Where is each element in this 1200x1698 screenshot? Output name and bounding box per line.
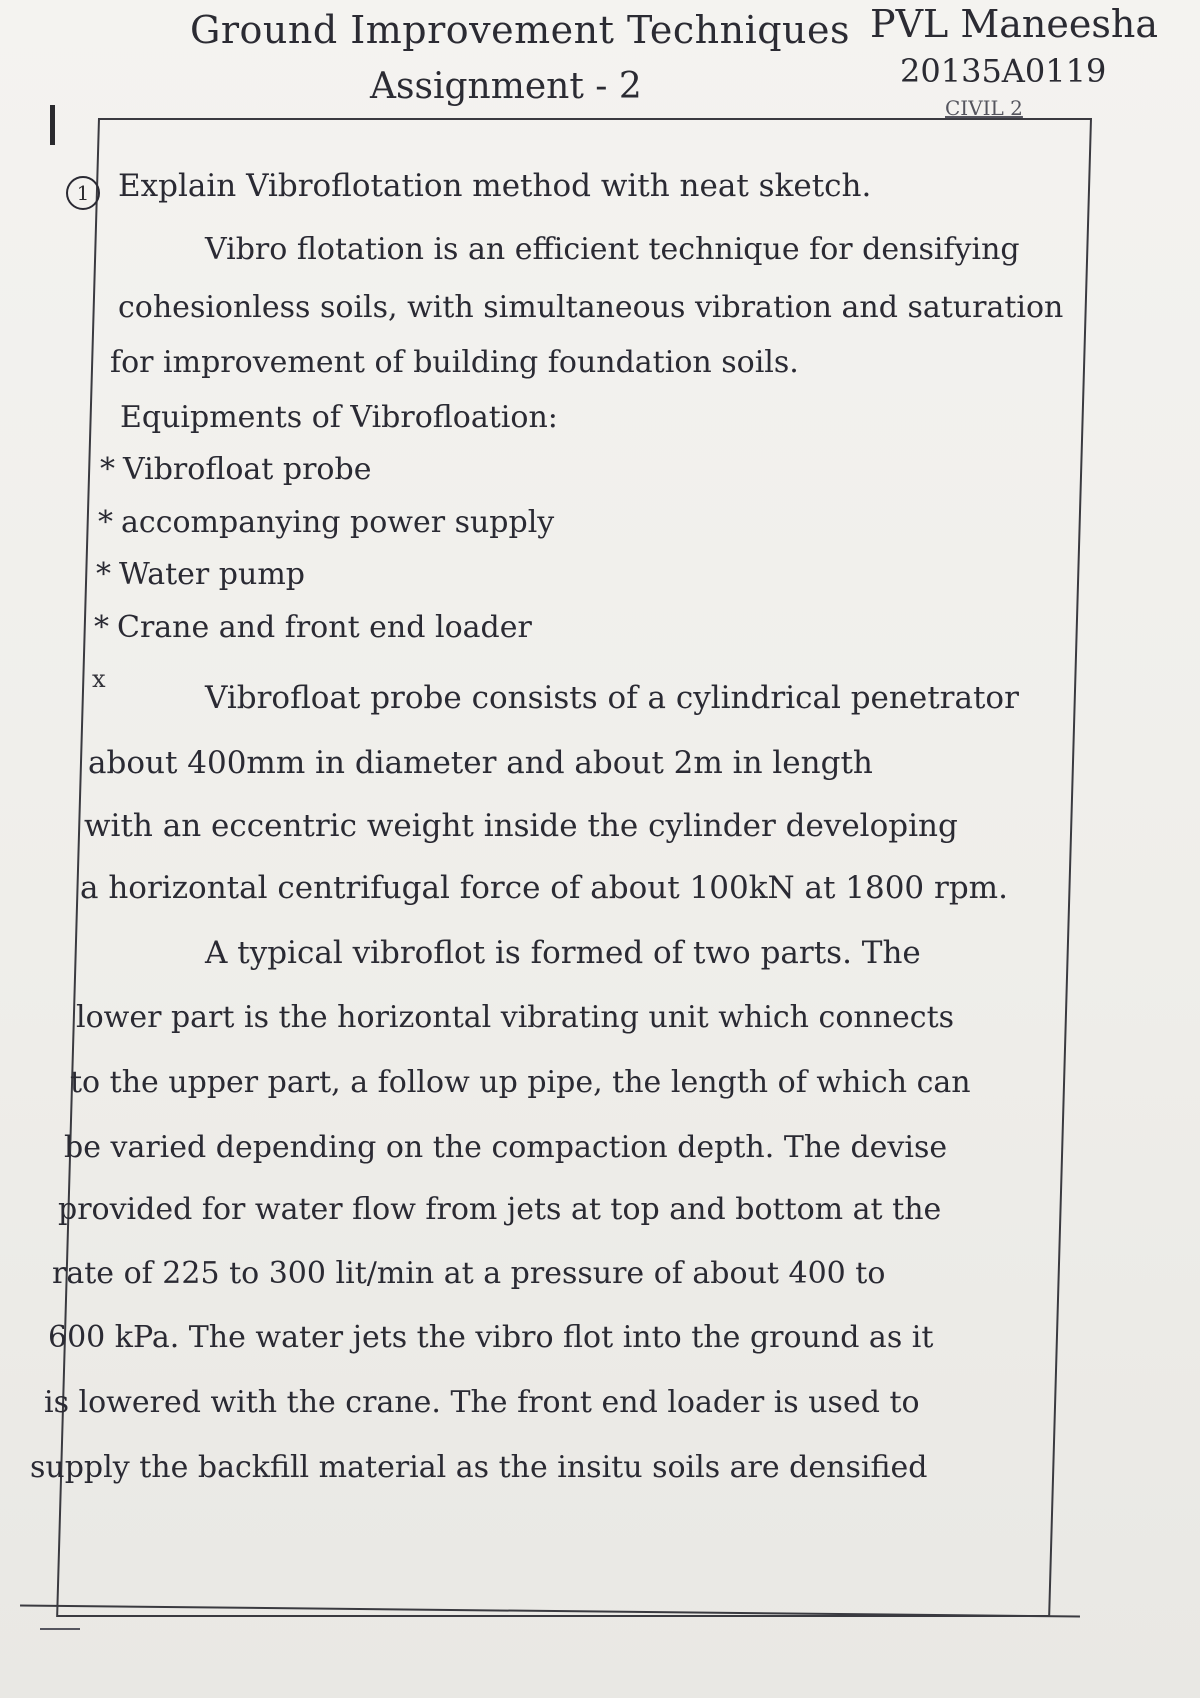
paragraph-line: is lowered with the crane. The front end loader is used to <box>44 1385 920 1420</box>
bullet-marker: * <box>96 557 111 592</box>
paragraph-line: a horizontal centrifugal force of about 100kN at 1800 rpm. <box>80 870 1008 906</box>
equipment-heading: Equipments of Vibrofloation: <box>120 400 558 435</box>
margin-mark <box>50 105 55 145</box>
equipment-item-label: accompanying power supply <box>121 505 555 540</box>
author-name: PVL Maneesha <box>870 2 1158 46</box>
question-number-circle: 1 <box>66 176 100 210</box>
paragraph-line: lower part is the horizontal vibrating unit which connects <box>76 1000 955 1035</box>
paragraph-line: rate of 225 to 300 lit/min at a pressure of about 400 to <box>52 1256 886 1291</box>
equipment-item <box>98 505 554 540</box>
intro-line: Vibro flotation is an efficient technique for densifying <box>205 232 1020 267</box>
paragraph-line: Vibrofloat probe consists of a cylindrical penetrator <box>205 680 1019 716</box>
equipment-item <box>94 610 532 645</box>
assignment-title: Ground Improvement Techniques <box>190 8 851 52</box>
paragraph-line: be varied depending on the compaction depth. The devise <box>64 1130 948 1165</box>
stray-mark: x <box>92 665 106 693</box>
roll-number: 20135A0119 <box>900 52 1107 90</box>
intro-line: cohesionless soils, with simultaneous vibration and saturation <box>118 290 1064 325</box>
assignment-number: Assignment - 2 <box>370 66 642 107</box>
margin-dash <box>40 1628 80 1630</box>
bullet-marker: * <box>100 452 115 487</box>
intro-line: for improvement of building foundation soils. <box>110 345 799 380</box>
equipment-item <box>96 557 305 592</box>
bullet-marker: * <box>94 610 109 645</box>
paragraph-line: 600 kPa. The water jets the vibro flot into the ground as it <box>48 1320 934 1355</box>
equipment-item-label: Crane and front end loader <box>117 610 532 645</box>
equipment-item-label: Vibrofloat probe <box>123 452 372 487</box>
bullet-marker: * <box>98 505 113 540</box>
paragraph-line: with an eccentric weight inside the cylinder developing <box>84 808 958 844</box>
department-label: CIVIL 2 <box>945 96 1023 120</box>
equipment-item-label: Water pump <box>119 557 305 592</box>
question-text: Explain Vibroflotation method with neat sketch. <box>118 168 872 204</box>
paragraph-line: provided for water flow from jets at top and bottom at the <box>58 1192 942 1227</box>
paragraph-line: supply the backfill material as the insitu soils are densified <box>30 1450 928 1485</box>
paragraph-line: to the upper part, a follow up pipe, the length of which can <box>70 1065 971 1100</box>
paragraph-line: about 400mm in diameter and about 2m in length <box>88 745 873 781</box>
equipment-item <box>100 452 371 487</box>
paragraph-line: A typical vibroflot is formed of two parts. The <box>205 935 921 971</box>
